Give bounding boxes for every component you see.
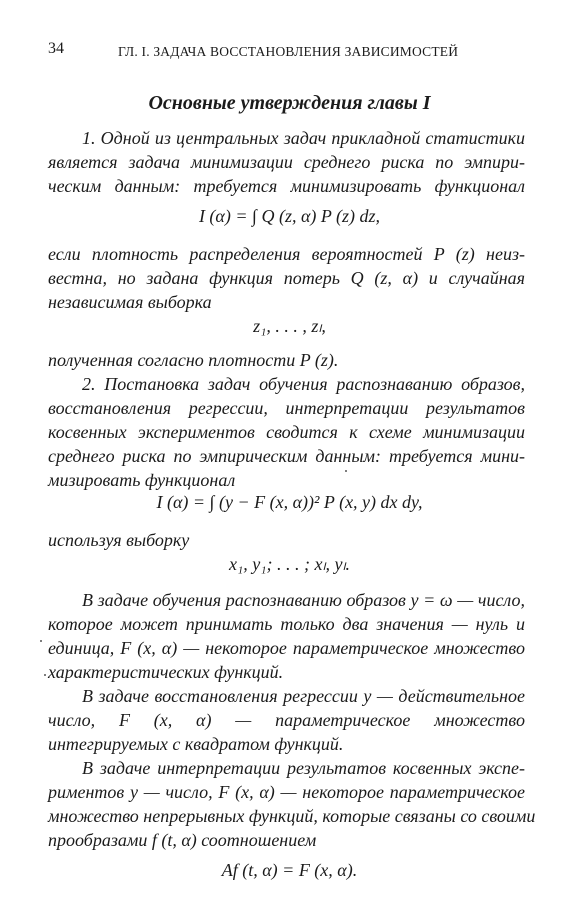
paragraph-7-line-3: интегрируемых с квадратом функций. bbox=[48, 734, 344, 754]
formula-operator-equation: Af (t, α) = F (x, α). bbox=[221, 860, 358, 880]
formula-risk-functional: I (α) = ∫ Q (z, α) P (z) dz, bbox=[198, 206, 381, 226]
paragraph-1-line-2: является задача минимизации среднего риска по эмпири- bbox=[48, 152, 525, 172]
running-header: ГЛ. I. ЗАДАЧА ВОССТАНОВЛЕНИЯ ЗАВИСИМОСТЕЙ bbox=[118, 44, 459, 59]
paragraph-2-line-2: вестна, но задана функция потерь Q (z, α) и случайная bbox=[48, 268, 525, 288]
paragraph-4-line-4: среднего риска по эмпирическим данным: требуется мини- bbox=[48, 446, 525, 466]
paragraph-2-line-3: независимая выборка bbox=[48, 292, 212, 312]
paragraph-6-line-3: единица, F (x, α) — некоторое параметрическое множество bbox=[48, 638, 525, 658]
paragraph-4-line-2: восстановления регрессии, интерпретации результатов bbox=[48, 398, 525, 418]
formula-regression-functional: I (α) = ∫ (y − F (x, α))² P (x, y) dx dy, bbox=[156, 492, 423, 512]
scan-speck bbox=[40, 640, 42, 642]
formula-sample-z: z₁, . . . , zₗ, bbox=[253, 316, 326, 336]
paragraph-6-line-1: В задаче обучения распознаванию образов y = ω — число, bbox=[82, 590, 525, 610]
paragraph-8-line-1: В задаче интерпретации результатов косвенных экспе- bbox=[82, 758, 525, 778]
paragraph-7-line-1: В задаче восстановления регрессии y — действительное bbox=[82, 686, 525, 706]
paragraph-7-line-2: число, F (x, α) — параметрическое множество bbox=[48, 710, 525, 730]
paragraph-8-line-3: множество непрерывных функций, которые связаны со своими bbox=[48, 806, 536, 826]
paragraph-6-line-4: характеристических функций. bbox=[48, 662, 284, 682]
paragraph-5-line-1: используя выборку bbox=[48, 530, 190, 550]
paragraph-4-line-5: мизировать функционал bbox=[48, 470, 236, 490]
section-title: Основные утверждения главы I bbox=[148, 92, 431, 114]
paragraph-4-line-1: 2. Постановка задач обучения распознаванию образов, bbox=[82, 374, 525, 394]
paragraph-2-line-1: если плотность распределения вероятностей P (z) неиз- bbox=[48, 244, 525, 264]
page-number: 34 bbox=[48, 40, 64, 57]
formula-sample-xy: x₁, y₁; . . . ; xₗ, yₗ. bbox=[229, 554, 350, 574]
paragraph-1-line-3: ческим данным: требуется минимизировать функционал bbox=[48, 176, 525, 196]
paragraph-3-line-1: полученная согласно плотности P (z). bbox=[48, 350, 339, 370]
paragraph-8-line-4: прообразами f (t, α) соотношением bbox=[48, 830, 317, 850]
scan-speck bbox=[345, 470, 347, 472]
paragraph-4-line-3: косвенных экспериментов сводится к схеме минимизации bbox=[48, 422, 525, 442]
paragraph-6-line-2: которое может принимать только два значения — нуль и bbox=[48, 614, 525, 634]
scan-speck bbox=[44, 674, 46, 676]
paragraph-1-line-1: 1. Одной из центральных задач прикладной статистики bbox=[82, 128, 525, 148]
paragraph-8-line-2: риментов y — число, F (x, α) — некоторое параметрическое bbox=[48, 782, 525, 802]
